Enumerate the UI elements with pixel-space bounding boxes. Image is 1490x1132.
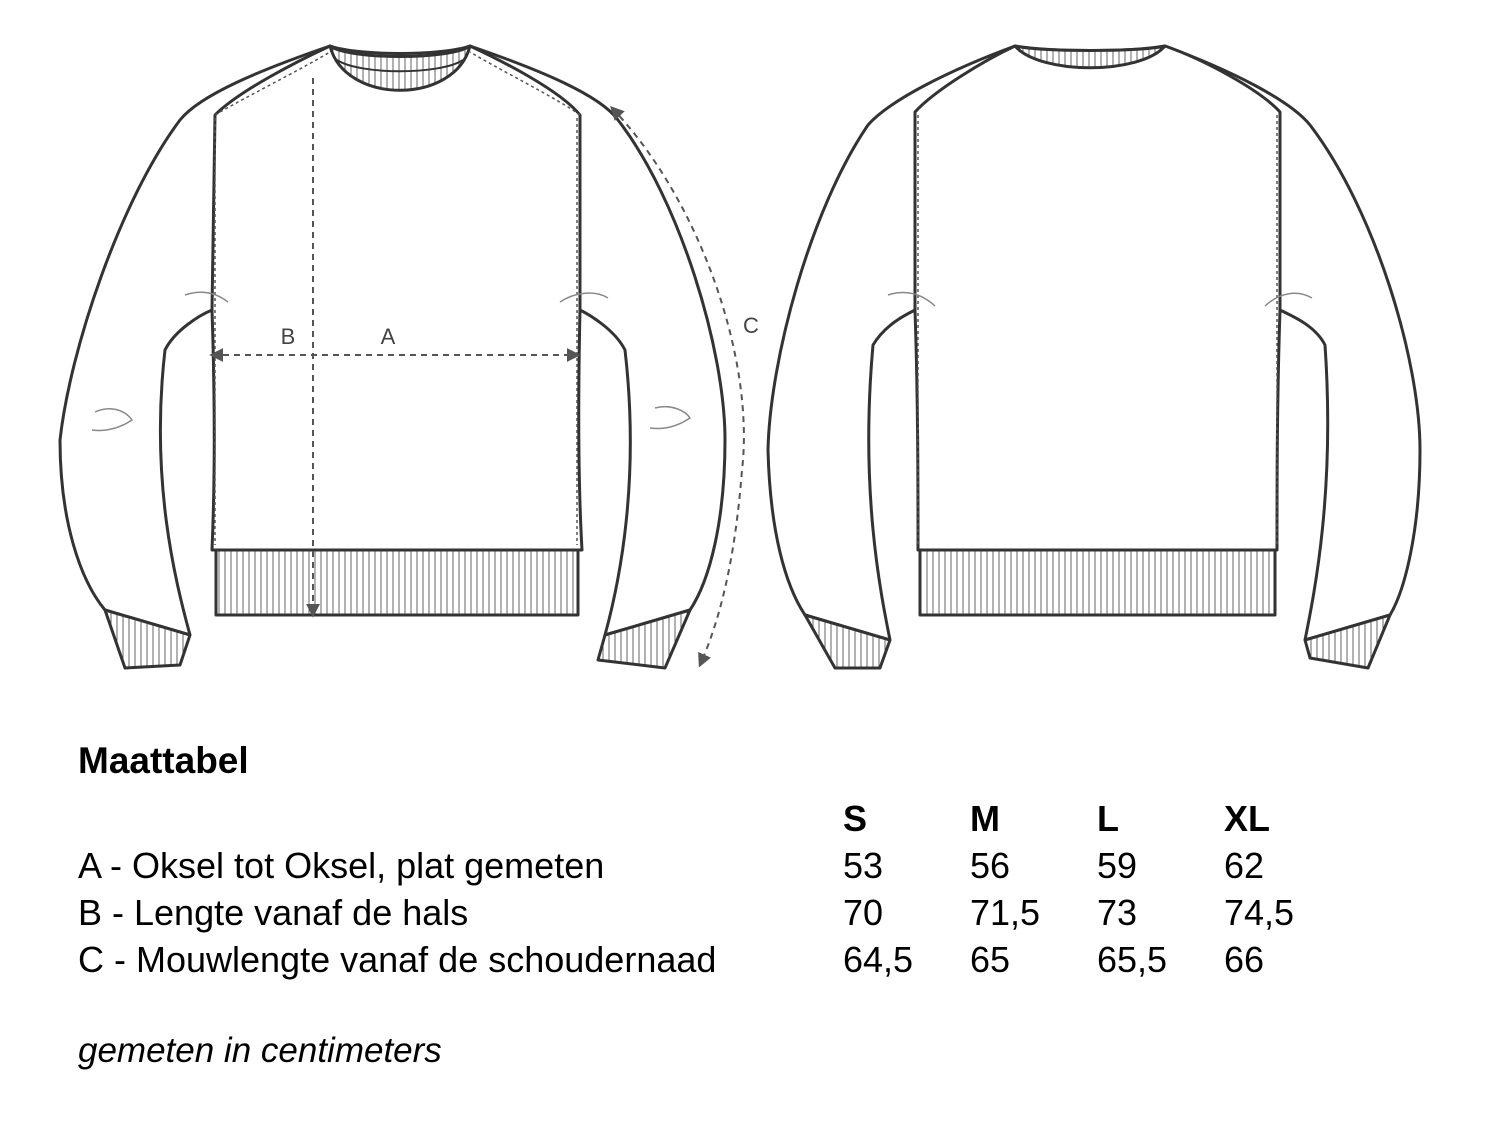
table-row (78, 842, 1334, 889)
table-cell: 59 (1097, 845, 1138, 886)
table-cell: 74,5 (1224, 892, 1295, 933)
back-view (768, 46, 1420, 668)
table-header-row (78, 795, 1334, 842)
table-cell: 71,5 (970, 892, 1041, 933)
front-hem-rib (216, 550, 578, 615)
measure-c-label: C (743, 313, 759, 338)
table-cell: 64,5 (843, 939, 914, 980)
chart-title: Maattabel (78, 740, 249, 781)
table-cell: 73 (1097, 892, 1138, 933)
header-cell-s: S (843, 798, 868, 839)
back-hem-rib (920, 550, 1275, 615)
row-label: A - Oksel tot Oksel, plat gemeten (78, 845, 605, 886)
size-table (78, 795, 1334, 983)
table-row (78, 889, 1334, 936)
table-cell: 70 (843, 892, 884, 933)
row-label: C - Mouwlengte vanaf de schoudernaad (78, 939, 717, 980)
table-cell: 65,5 (1097, 939, 1168, 980)
front-body (212, 46, 582, 550)
measure-b-label: B (280, 324, 296, 349)
header-cell-m: M (970, 798, 1000, 839)
front-view (60, 46, 725, 668)
table-cell: 53 (843, 845, 884, 886)
table-cell: 62 (1224, 845, 1265, 886)
row-label: B - Lengte vanaf de hals (78, 892, 469, 933)
table-cell: 66 (1224, 939, 1265, 980)
header-cell-xl: XL (1224, 798, 1271, 839)
back-body (915, 46, 1280, 550)
table-cell: 56 (970, 845, 1011, 886)
header-cell-l: L (1097, 798, 1119, 839)
header-cell-empty (78, 795, 843, 842)
table-cell: 65 (970, 939, 1011, 980)
measure-a-label: A (380, 324, 396, 349)
table-row (78, 936, 1334, 983)
units-footnote: gemeten in centimeters (78, 1031, 442, 1070)
